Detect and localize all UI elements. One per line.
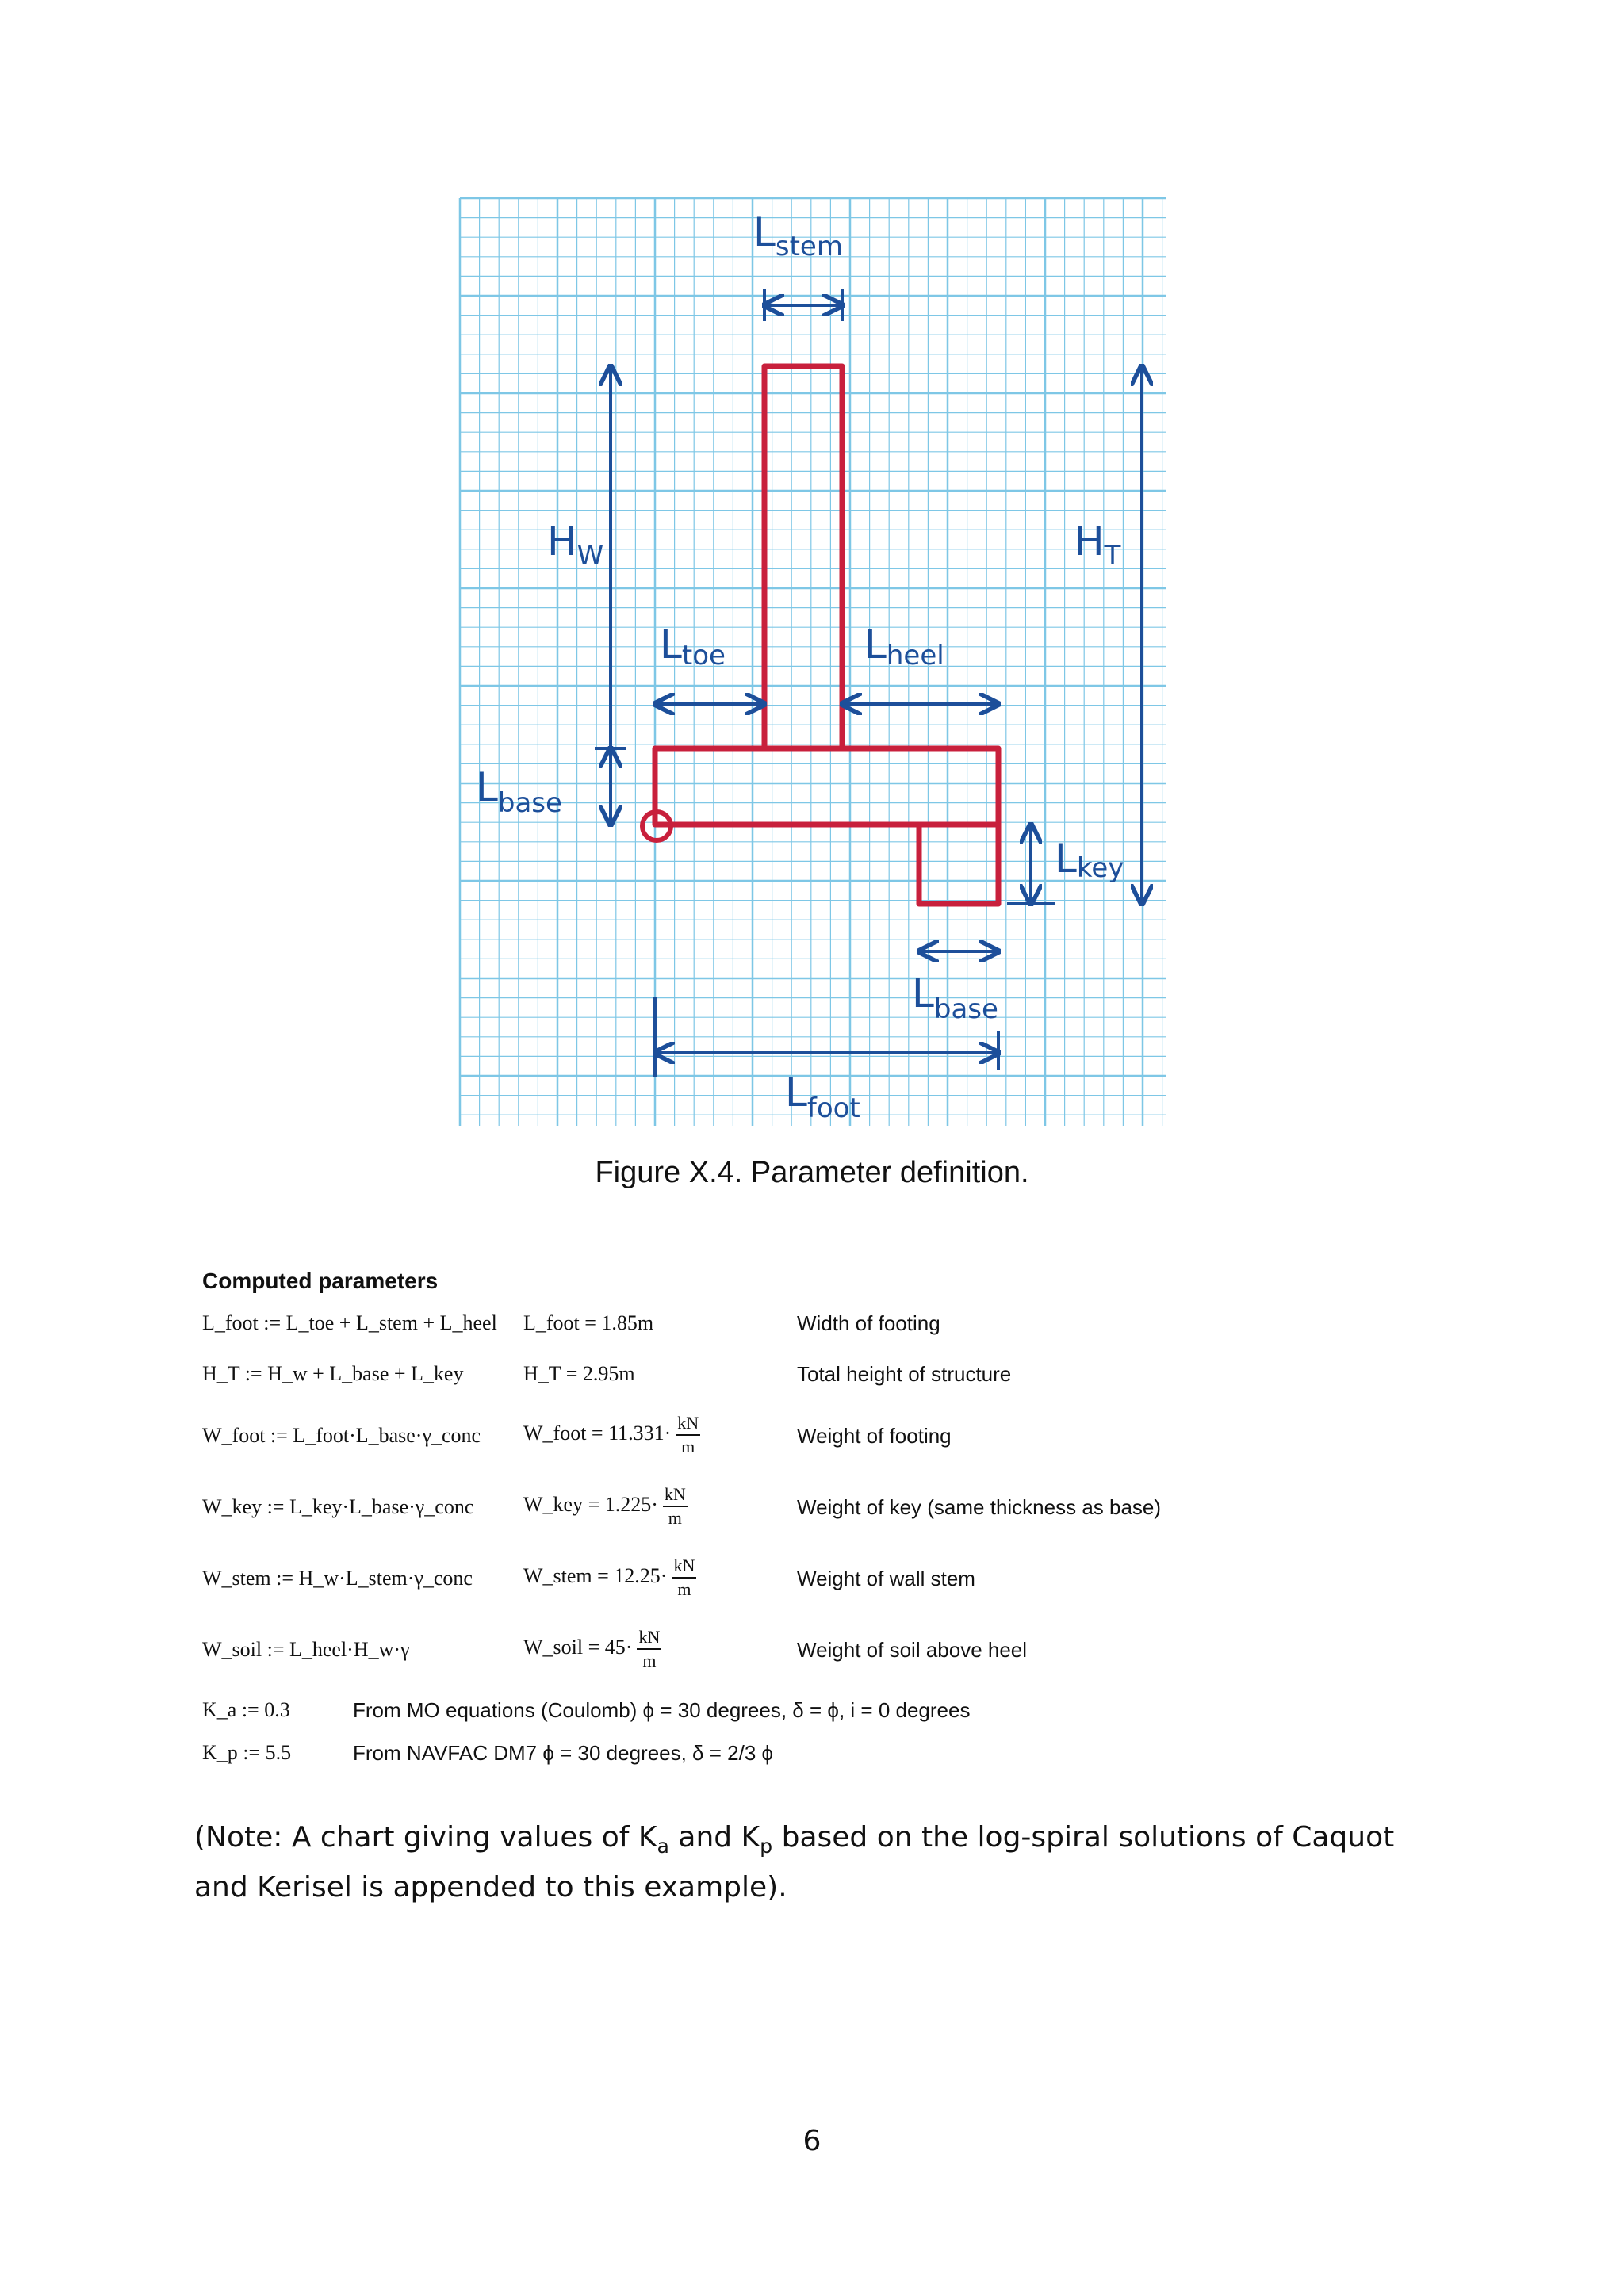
param-row-w-foot — [202, 1413, 1471, 1484]
parameter-definition-figure — [452, 190, 1174, 1142]
label-l-foot: $L_{foot}$ — [785, 1070, 860, 1124]
param-row-h-t — [202, 1362, 1471, 1413]
k-row-kp — [202, 1741, 1471, 1784]
description: Weight of footing — [797, 1424, 952, 1448]
label-l-base: $L_{base}$ — [476, 764, 562, 819]
page-number: 6 — [802, 2125, 822, 2157]
result: L_foot = 1.85m — [523, 1311, 654, 1334]
note-text-1: (Note: A chart giving values of K — [194, 1821, 657, 1854]
result-value: W_foot = 11.331· — [523, 1421, 672, 1445]
result-value: W_key = 1.225· — [523, 1492, 658, 1516]
ka-note: From MO equations (Coulomb) ϕ = 30 degrees, δ = ϕ, i = 0 degrees — [353, 1698, 971, 1722]
unit-denominator: m — [668, 1508, 682, 1528]
note-subscript-p: p — [760, 1835, 773, 1858]
graph-paper-grid — [460, 198, 1166, 1126]
unit-numerator: kN — [676, 1413, 700, 1436]
label-h-w: $H_W$ — [547, 519, 604, 572]
description: Total height of structure — [797, 1362, 1012, 1386]
note-text-2: and K — [668, 1821, 760, 1854]
retaining-wall-sketch — [452, 190, 1174, 1142]
unit-fraction — [637, 1627, 661, 1671]
description: Width of footing — [797, 1311, 940, 1335]
definition: W_key := L_key·L_base·γ_conc — [202, 1495, 474, 1518]
kp-definition: K_p := 5.5 — [202, 1741, 292, 1764]
result — [523, 1484, 688, 1529]
result — [523, 1556, 696, 1600]
unit-denominator: m — [677, 1579, 691, 1599]
kp-note: From NAVFAC DM7 ϕ = 30 degrees, δ = 2/3 ϕ — [353, 1741, 774, 1765]
unit-fraction — [672, 1556, 696, 1600]
figure-caption: Figure X.4. Parameter definition. — [595, 1156, 1029, 1189]
label-l-base-key: $L_{base}$ — [912, 970, 998, 1025]
note-paragraph — [194, 1817, 1431, 1908]
label-h-t: $H_T$ — [1074, 519, 1121, 572]
ka-definition: K_a := 0.3 — [202, 1698, 290, 1721]
definition: H_T := H_w + L_base + L_key — [202, 1362, 464, 1385]
param-row-w-stem — [202, 1556, 1471, 1627]
unit-numerator: kN — [663, 1484, 688, 1507]
param-row-w-key — [202, 1484, 1471, 1556]
definition: W_soil := L_heel·H_w·γ — [202, 1638, 410, 1661]
unit-numerator: kN — [637, 1627, 661, 1650]
section-heading: Computed parameters — [202, 1269, 439, 1293]
result: H_T = 2.95m — [523, 1362, 635, 1385]
definition: L_foot := L_toe + L_stem + L_heel — [202, 1311, 497, 1334]
label-l-heel: Lheel — [864, 622, 944, 672]
result — [523, 1627, 661, 1671]
unit-numerator: kN — [672, 1556, 696, 1578]
label-l-key: Lkey — [1055, 836, 1124, 884]
unit-denominator: m — [681, 1437, 695, 1456]
result-value: W_soil = 45· — [523, 1635, 633, 1659]
result — [523, 1413, 700, 1457]
note-subscript-a: a — [657, 1835, 669, 1858]
definition: W_stem := H_w·L_stem·γ_conc — [202, 1567, 473, 1590]
param-row-l-foot — [202, 1311, 1471, 1362]
label-l-toe: Ltoe — [660, 622, 726, 672]
label-l-stem: $L_{stem}$ — [753, 209, 843, 262]
description: Weight of key (same thickness as base) — [797, 1495, 1162, 1519]
unit-fraction — [663, 1484, 688, 1529]
unit-fraction — [676, 1413, 700, 1457]
param-row-w-soil — [202, 1627, 1471, 1698]
description: Weight of wall stem — [797, 1567, 975, 1590]
computed-parameters-section — [202, 1269, 1471, 1784]
description: Weight of soil above heel — [797, 1638, 1028, 1662]
unit-denominator: m — [642, 1651, 657, 1670]
note-text-3: based on the log-spiral solutions of Caquot and Kerisel is appended to this example). — [194, 1821, 1395, 1904]
definition: W_foot := L_foot·L_base·γ_conc — [202, 1424, 481, 1447]
k-row-ka — [202, 1698, 1471, 1741]
result-value: W_stem = 12.25· — [523, 1563, 668, 1587]
